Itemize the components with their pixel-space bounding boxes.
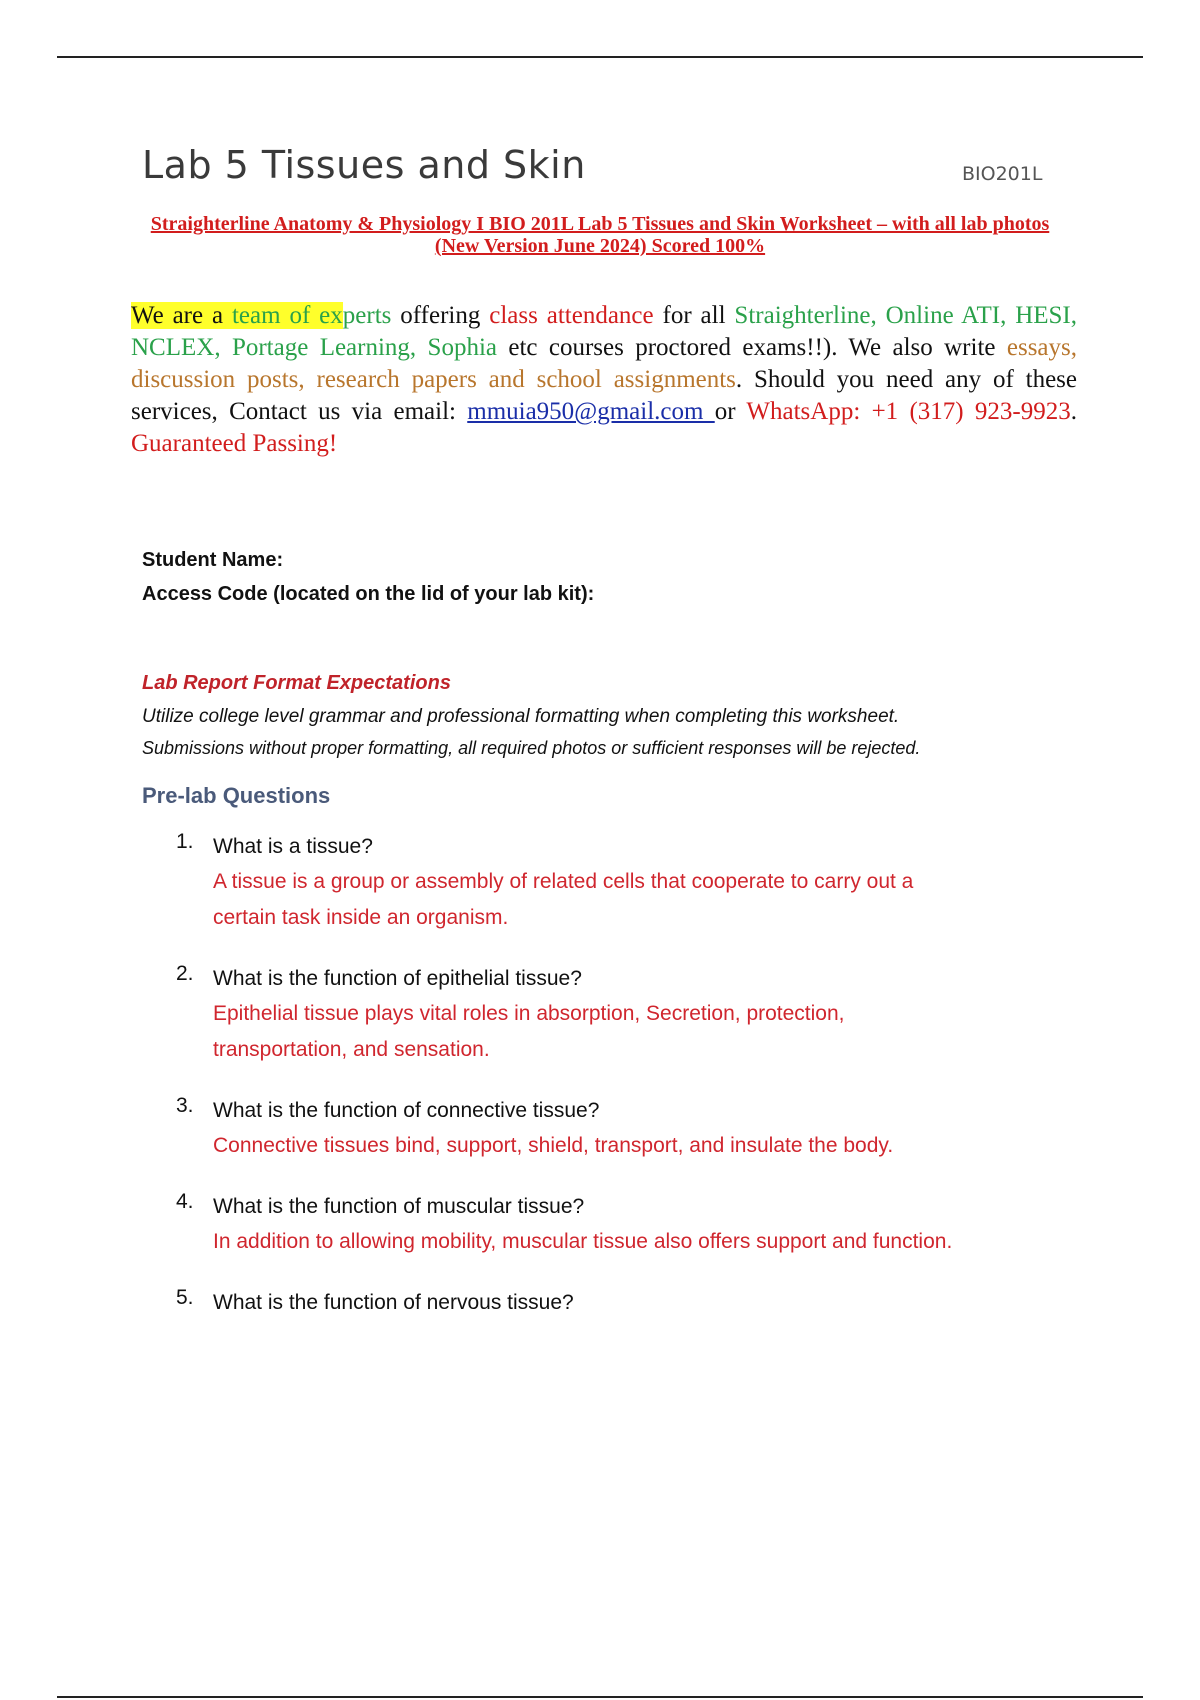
course-code: BIO201L xyxy=(962,163,1043,185)
question-text: What is a tissue? xyxy=(213,835,373,858)
question-item xyxy=(176,830,1076,936)
promo-text: etc courses proctored exams!!). We also write xyxy=(497,334,1007,361)
promo-paragraph xyxy=(131,300,1077,460)
question-item xyxy=(176,962,1076,1068)
prelab-heading: Pre-lab Questions xyxy=(142,783,331,808)
promo-text: essays, discussion posts, research papers and school assignments xyxy=(131,334,1078,393)
answer-text: A tissue is a group or assembly of related cells that cooperate to carry out a certain task inside an organism. xyxy=(213,870,914,929)
answer-text: Epithelial tissue plays vital roles in absorption, Secretion, protection, transportation, and sensation. xyxy=(213,1002,845,1061)
promo-text: perts xyxy=(342,302,392,329)
whatsapp-contact: WhatsApp: +1 (317) 923-9923 xyxy=(746,398,1071,425)
expectations-line: Submissions without proper formatting, all required photos or sufficient responses will be rejected. xyxy=(142,738,921,758)
promo-text: offering xyxy=(391,302,490,329)
guarantee-text: Guaranteed Passing! xyxy=(131,430,338,457)
question-text: What is the function of muscular tissue? xyxy=(213,1195,585,1218)
question-text: What is the function of connective tissue? xyxy=(213,1099,600,1122)
worksheet-subtitle: Straighterline Anatomy & Physiology I BIO 201L Lab 5 Tissues and Skin Worksheet – with all lab photos (New Version June 2024) Scored 100% xyxy=(150,213,1050,257)
question-text: What is the function of nervous tissue? xyxy=(213,1291,574,1314)
question-item xyxy=(176,1094,1076,1164)
question-item xyxy=(176,1190,1076,1260)
document-title: Lab 5 Tissues and Skin xyxy=(142,143,586,187)
question-number: 5. xyxy=(176,1286,194,1309)
question-number: 1. xyxy=(176,830,194,853)
question-item xyxy=(176,1286,1076,1320)
answer-text: In addition to allowing mobility, muscular tissue also offers support and function. xyxy=(213,1230,953,1253)
student-name-label: Student Name: xyxy=(142,549,284,571)
question-list xyxy=(176,830,1076,1320)
email-link[interactable]: mmuia950@gmail.com xyxy=(467,398,715,425)
question-number: 3. xyxy=(176,1094,194,1117)
promo-text: team of ex xyxy=(223,302,343,329)
bottom-rule xyxy=(57,1696,1143,1698)
promo-text: We are a xyxy=(131,302,224,329)
expectations-line: Utilize college level grammar and professional formatting when completing this worksheet. xyxy=(142,706,900,727)
student-info xyxy=(142,543,594,611)
answer-text: Connective tissues bind, support, shield, transport, and insulate the body. xyxy=(213,1134,894,1157)
promo-text: Straighterline, Online ATI, HESI, NCLEX, Portage Learning, Sophia xyxy=(131,302,1078,361)
question-text: What is the function of epithelial tissue? xyxy=(213,967,582,990)
promo-text: or xyxy=(714,398,747,425)
format-expectations-heading: Lab Report Format Expectations xyxy=(142,672,451,694)
promo-text: . Should you need any of these services, Contact us via email: xyxy=(131,366,1077,425)
question-number: 2. xyxy=(176,962,194,985)
promo-text: for all xyxy=(653,302,735,329)
promo-text: . xyxy=(1070,398,1077,425)
promo-text: class attendance xyxy=(489,302,654,329)
question-number: 4. xyxy=(176,1190,194,1213)
top-rule xyxy=(57,56,1143,58)
access-code-label: Access Code (located on the lid of your lab kit): xyxy=(142,583,595,605)
